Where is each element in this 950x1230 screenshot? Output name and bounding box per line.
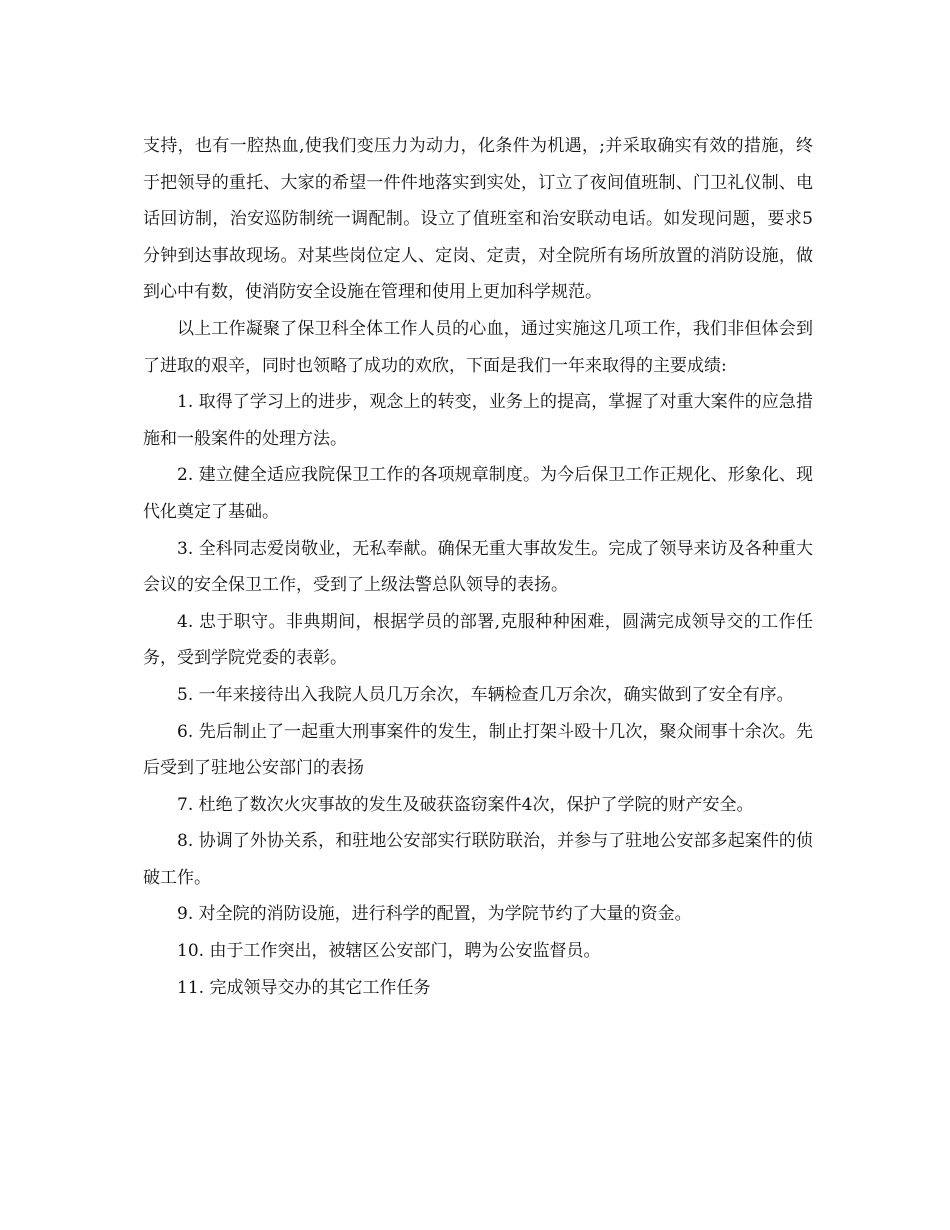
paragraph-continuation: 支持，也有一腔热血,使我们变压力为动力，化条件为机遇，;并采取确实有效的措施，终于把领导的重托、大家的希望一件件地落实到实处，订立了夜间值班制、门卫礼仪制、电话回访制，治安巡防制统一调配制。设立了值班室和治安联动电话。如发现问题，要求5分钟到达事故现场。对某些岗位定人、定岗、定责，对全院所有场所放置的消防设施，做到心中有数，使消防安全设施在管理和使用上更加科学规范。	[143, 136, 813, 303]
list-item: 6. 先后制止了一起重大刑事案件的发生，制止打架斗殴十几次，聚众闹事十余次。先后受到了驻地公安部门的表扬	[143, 721, 813, 779]
list-item: 8. 协调了外协关系，和驻地公安部实行联防联治，并参与了驻地公安部多起案件的侦破工作。	[143, 831, 813, 888]
list-item: 2. 建立健全适应我院保卫工作的各项规章制度。为今后保卫工作正规化、形象化、现代化奠定了基础。	[143, 465, 813, 522]
list-item: 4. 忠于职守。非典期间，根据学员的部署,克服种种困难，圆满完成领导交的工作任务，受到学院党委的表彰。	[143, 611, 813, 669]
list-item: 1. 取得了学习上的进步，观念上的转变，业务上的提高，掌握了对重大案件的应急措施和一般案件的处理方法。	[143, 392, 813, 449]
list-item: 11. 完成领导交办的其它工作任务	[177, 977, 431, 998]
paragraph-summary: 以上工作凝聚了保卫科全体工作人员的心血，通过实施这几项工作，我们非但体会到了进取的艰辛，同时也领略了成功的欢欣，下面是我们一年来取得的主要成绩:	[143, 318, 813, 376]
list-item: 9. 对全院的消防设施，进行科学的配置，为学院节约了大量的资金。	[177, 904, 692, 925]
list-item: 3. 全科同志爱岗敬业，无私奉献。确保无重大事故发生。完成了领导来访及各种重大会议的安全保卫工作，受到了上级法警总队领导的表扬。	[143, 538, 813, 596]
list-item: 7. 杜绝了数次火灾事故的发生及破获盗窃案件4次，保护了学院的财产安全。	[177, 794, 754, 815]
list-item: 5. 一年来接待出入我院人员几万余次，车辆检查几万余次，确实做到了安全有序。	[177, 684, 794, 705]
document-body	[143, 128, 813, 1006]
list-item: 10. 由于工作突出，被辖区公安部门，聘为公安监督员。	[177, 941, 601, 962]
